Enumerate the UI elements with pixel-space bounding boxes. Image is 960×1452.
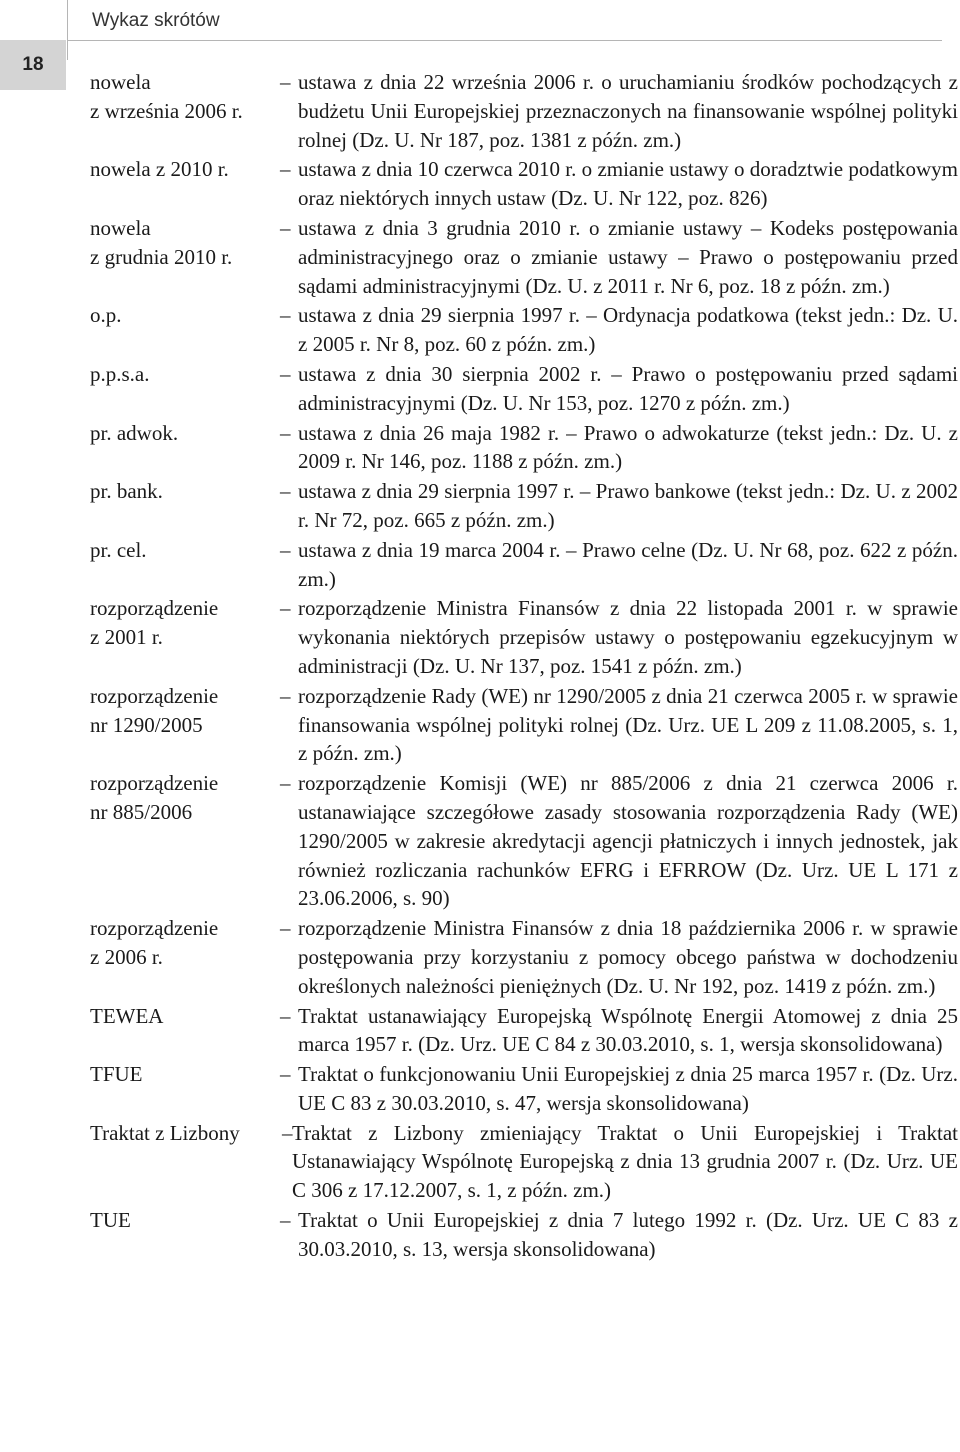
entry-dash: – xyxy=(280,1208,291,1233)
entry-dash: – xyxy=(280,361,291,386)
entry-dash: – xyxy=(280,479,291,504)
header-vertical-rule xyxy=(67,0,68,60)
abbreviation-entry xyxy=(90,1119,958,1205)
abbreviation-definition: rozporządzenie Ministra Finansów z dnia 22 listopada 2001 r. w sprawie wykonania niektórych przepisów ustawy o postępowaniu egzekucyjnym w administracji (Dz. U. Nr 137, poz. 1541 z późn. zm.) xyxy=(298,596,958,678)
running-header-title: Wykaz skrótów xyxy=(92,10,220,31)
abbreviation-entry xyxy=(90,536,958,594)
abbreviation-entry xyxy=(90,914,958,1000)
abbreviation-term: Traktat z Lizbony xyxy=(90,1120,240,1145)
entry-dash: – xyxy=(280,683,291,708)
abbreviation-definition: Traktat o funkcjonowaniu Unii Europejskiej z dnia 25 marca 1957 r. (Dz. Urz. UE C 83 z 30.03.2010, s. 47, wersja skonsolidowana) xyxy=(298,1062,958,1115)
abbreviation-term: nowela z 2010 r. xyxy=(90,157,229,182)
header-rule xyxy=(67,40,942,41)
abbreviation-definition: ustawa z dnia 10 czerwca 2010 r. o zmianie ustawy o doradztwie podatkowym oraz niektórych innych ustaw (Dz. U. Nr 122, poz. 826) xyxy=(298,157,958,211)
abbreviation-definition: ustawa z dnia 29 sierpnia 1997 r. – Prawo bankowe (tekst jedn.: Dz. U. z 2002 r. Nr 72, poz. 665 z późn. zm.) xyxy=(298,479,958,532)
abbreviation-entry xyxy=(90,214,958,300)
abbreviation-definition: ustawa z dnia 19 marca 2004 r. – Prawo celne (Dz. U. Nr 68, poz. 622 z późn. zm.) xyxy=(298,537,958,591)
entry-dash: – xyxy=(280,596,291,621)
abbreviation-definition: rozporządzenie Rady (WE) nr 1290/2005 z dnia 21 czerwca 2005 r. w sprawie finansowania wspólnej polityki rolnej (Dz. Urz. UE L 209 z 11.08.2005, s. 1, z późn. zm.) xyxy=(298,683,958,766)
abbreviation-entry xyxy=(90,1060,958,1118)
abbreviation-entry xyxy=(90,301,958,359)
abbreviation-definition: ustawa z dnia 29 sierpnia 1997 r. – Ordynacja podatkowa (tekst jedn.: Dz. U. z 2005 r. Nr 8, poz. 60 z późn. zm.) xyxy=(298,303,958,357)
entry-dash: – xyxy=(280,157,291,182)
abbreviation-entry xyxy=(90,360,958,418)
entry-dash: – xyxy=(280,916,291,941)
abbreviation-term: rozporządzenie z 2001 r. xyxy=(90,596,219,650)
abbreviation-definition: Traktat z Lizbony zmieniający Traktat o Unii Europejskiej i Traktat Ustanawiający Wspólnotę Europejską z dnia 13 grudnia 2007 r. (Dz. Urz. UE C 306 z 17.12.2007, s. 1, z późn. zm.) xyxy=(292,1120,958,1203)
abbreviation-definition: Traktat o Unii Europejskiej z dnia 7 lutego 1992 r. (Dz. Urz. UE C 83 z 30.03.2010, s. 13, wersja skonsolidowana) xyxy=(298,1208,958,1261)
abbreviation-definition: ustawa z dnia 22 września 2006 r. o uruchamianiu środków pochodzących z budżetu Unii Europejskiej przeznaczonych na finansowanie wspólnej polityki rolnej (Dz. U. Nr 187, poz. 1381 z późn. zm.) xyxy=(298,70,958,152)
abbreviation-entry xyxy=(90,419,958,477)
abbreviation-term: rozporządzenie nr 885/2006 xyxy=(90,771,219,824)
abbreviation-term: pr. adwok. xyxy=(90,420,179,445)
abbreviation-entry xyxy=(90,594,958,680)
abbreviation-term: TUE xyxy=(90,1208,131,1233)
entry-dash: – xyxy=(280,70,291,94)
abbreviation-definition: Traktat ustanawiający Europejską Wspólnotę Energii Atomowej z dnia 25 marca 1957 r. (Dz. Urz. UE C 84 z 30.03.2010, s. 1, wersja skonsolidowana) xyxy=(298,1003,958,1057)
entry-dash: – xyxy=(280,1003,291,1028)
page-number: 18 xyxy=(0,40,66,90)
abbreviation-entry xyxy=(90,477,958,535)
abbreviation-entry xyxy=(90,68,958,154)
abbreviation-list xyxy=(90,68,958,1265)
abbreviation-term: pr. cel. xyxy=(90,537,147,562)
abbreviation-term: nowela z grudnia 2010 r. xyxy=(90,215,233,269)
entry-dash: – xyxy=(280,537,291,562)
abbreviation-definition: ustawa z dnia 26 maja 1982 r. – Prawo o adwokaturze (tekst jedn.: Dz. U. z 2009 r. Nr 146, poz. 1188 z późn. zm.) xyxy=(298,420,958,474)
abbreviation-term: o.p. xyxy=(90,303,122,328)
abbreviation-term: TFUE xyxy=(90,1062,143,1087)
abbreviation-entry xyxy=(90,1002,958,1060)
abbreviation-term: TEWEA xyxy=(90,1003,164,1028)
abbreviation-entry xyxy=(90,682,958,768)
abbreviation-term: rozporządzenie z 2006 r. xyxy=(90,916,219,969)
entry-dash: – xyxy=(280,1062,291,1087)
abbreviation-term: pr. bank. xyxy=(90,479,163,504)
abbreviation-entry xyxy=(90,155,958,213)
entry-dash: – xyxy=(280,420,291,445)
abbreviation-term: rozporządzenie nr 1290/2005 xyxy=(90,683,219,737)
entry-dash: – xyxy=(282,1120,293,1145)
abbreviation-entry xyxy=(90,769,958,913)
entry-dash: – xyxy=(280,215,291,240)
entry-dash: – xyxy=(280,303,291,328)
abbreviation-entry xyxy=(90,1206,958,1264)
abbreviation-definition: ustawa z dnia 30 sierpnia 2002 r. – Prawo o postępowaniu przed sądami administracyjnymi (Dz. U. Nr 153, poz. 1270 z późn. zm.) xyxy=(298,361,958,415)
entry-dash: – xyxy=(280,771,291,796)
abbreviation-definition: rozporządzenie Komisji (WE) nr 885/2006 z dnia 21 czerwca 2006 r. ustanawiające szczegółowe zasady stosowania rozporządzenia Rady (WE) 1290/2005 w zakresie akredytacji agencji płatniczych i innych jednostek, jak również rozliczania rachunków EFRG i EFRROW (Dz. Urz. UE L 171 z 23.06.2006, s. 90) xyxy=(298,771,958,911)
abbreviation-term: nowela z września 2006 r. xyxy=(90,70,243,123)
abbreviation-term: p.p.s.a. xyxy=(90,361,150,386)
abbreviation-definition: rozporządzenie Ministra Finansów z dnia 18 października 2006 r. w sprawie postępowania przy korzystaniu z pomocy obcego państwa w dochodzeniu określonych należności pieniężnych (Dz. U. Nr 192, poz. 1419 z późn. zm.) xyxy=(298,916,958,998)
abbreviation-definition: ustawa z dnia 3 grudnia 2010 r. o zmianie ustawy – Kodeks postępowania administracyjnego oraz o zmianie ustawy – Prawo o postępowaniu przed sądami administracyjnymi (Dz. U. z 2011 r. Nr 6, poz. 18 z późn. zm.) xyxy=(298,215,958,298)
